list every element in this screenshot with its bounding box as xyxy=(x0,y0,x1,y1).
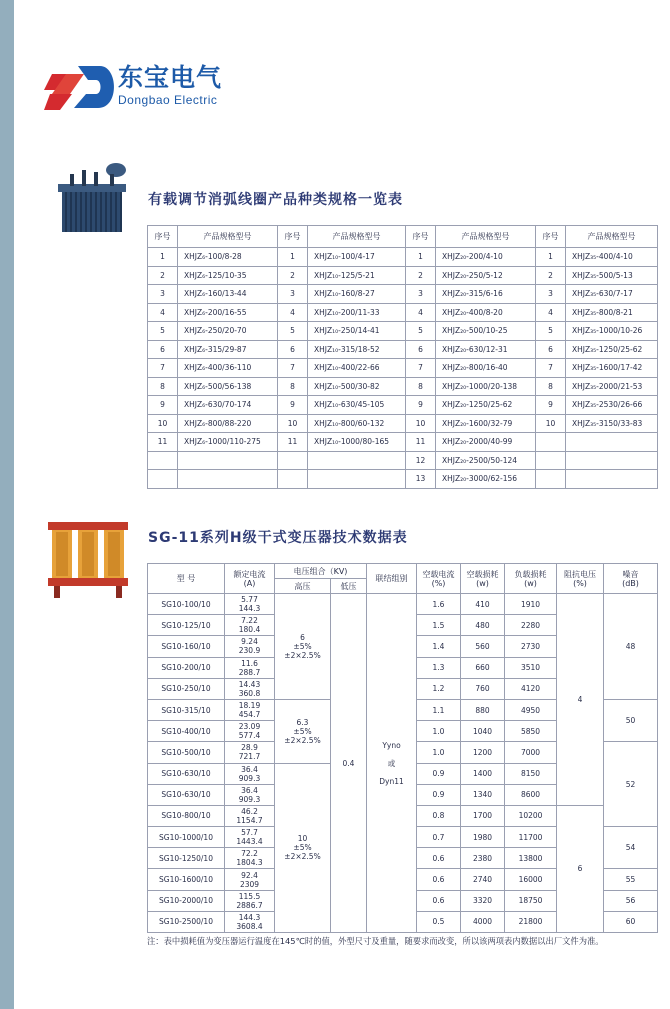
model-cell: XHJZ₆-250/20-70 xyxy=(178,322,278,341)
col-voltage-combo: 电压组合（KV) xyxy=(275,564,367,579)
load-loss-cell: 13800 xyxy=(505,848,557,869)
load-loss-cell: 5850 xyxy=(505,721,557,742)
technical-data-table xyxy=(147,563,658,933)
model-cell: XHJZ₁₀-630/45-105 xyxy=(308,396,406,415)
model-cell: XHJZ₂₀-1000/20-138 xyxy=(436,377,536,396)
header-model: 产品规格型号 xyxy=(178,226,278,248)
load-loss-cell: 7000 xyxy=(505,742,557,763)
model-cell: SG10-630/10 xyxy=(148,784,225,805)
load-loss-cell: 11700 xyxy=(505,827,557,848)
no-load-loss-cell: 1200 xyxy=(461,742,505,763)
row-index: 2 xyxy=(278,266,308,285)
no-load-current-cell: 0.5 xyxy=(417,911,461,932)
brand-name-cn: 东宝电气 xyxy=(118,63,223,92)
no-load-current-cell: 1.2 xyxy=(417,678,461,699)
no-load-loss-cell: 3320 xyxy=(461,890,505,911)
brand-name-en: Dongbao Electric xyxy=(118,93,218,107)
no-load-loss-cell: 2740 xyxy=(461,869,505,890)
model-cell: XHJZ₃₅-1000/10-26 xyxy=(566,322,658,341)
model-cell: XHJZ₃₅-500/5-13 xyxy=(566,266,658,285)
model-cell: SG10-1250/10 xyxy=(148,848,225,869)
model-cell: XHJZ₂₀-315/6-16 xyxy=(436,285,536,304)
row-index: 7 xyxy=(278,359,308,378)
model-cell: XHJZ₆-315/29-87 xyxy=(178,340,278,359)
no-load-loss-cell: 760 xyxy=(461,678,505,699)
spec-table xyxy=(147,225,658,489)
rated-current-cell: 92.4 2309 xyxy=(225,869,275,890)
model-cell: XHJZ₁₀-200/11-33 xyxy=(308,303,406,322)
row-index: 11 xyxy=(148,433,178,452)
row-index: 10 xyxy=(148,414,178,433)
row-index xyxy=(536,451,566,470)
no-load-current-cell: 0.6 xyxy=(417,848,461,869)
col-no-load-loss: 空载损耗 (w) xyxy=(461,564,505,594)
model-cell: XHJZ₆-500/56-138 xyxy=(178,377,278,396)
model-cell: XHJZ₃₅-2000/21-53 xyxy=(566,377,658,396)
header-index: 序号 xyxy=(536,226,566,248)
rated-current-cell: 57.7 1443.4 xyxy=(225,827,275,848)
no-load-current-cell: 1.1 xyxy=(417,699,461,720)
col-rated-current: 额定电流 (A) xyxy=(225,564,275,594)
model-cell: XHJZ₃₅-1250/25-62 xyxy=(566,340,658,359)
no-load-current-cell: 1.4 xyxy=(417,636,461,657)
row-index: 9 xyxy=(536,396,566,415)
model-cell xyxy=(566,451,658,470)
row-index: 13 xyxy=(406,470,436,489)
row-index: 3 xyxy=(148,285,178,304)
row-index: 4 xyxy=(536,303,566,322)
row-index: 2 xyxy=(406,266,436,285)
table-row xyxy=(148,594,658,615)
no-load-current-cell: 1.6 xyxy=(417,594,461,615)
table-row xyxy=(148,248,658,267)
header-index: 序号 xyxy=(148,226,178,248)
no-load-loss-cell: 660 xyxy=(461,657,505,678)
rated-current-cell: 7.22 180.4 xyxy=(225,615,275,636)
table-row xyxy=(148,470,658,489)
load-loss-cell: 10200 xyxy=(505,805,557,826)
rated-current-cell: 9.24 230.9 xyxy=(225,636,275,657)
row-index: 8 xyxy=(278,377,308,396)
row-index: 4 xyxy=(148,303,178,322)
model-cell: XHJZ₆-160/13-44 xyxy=(178,285,278,304)
model-cell xyxy=(178,470,278,489)
no-load-current-cell: 0.8 xyxy=(417,805,461,826)
row-index: 4 xyxy=(406,303,436,322)
no-load-loss-cell: 480 xyxy=(461,615,505,636)
rated-current-cell: 23.09 577.4 xyxy=(225,721,275,742)
impedance-cell: 6 xyxy=(557,805,604,932)
model-cell: XHJZ₂₀-400/8-20 xyxy=(436,303,536,322)
rated-current-cell: 14.43 360.8 xyxy=(225,678,275,699)
row-index: 10 xyxy=(536,414,566,433)
row-index: 9 xyxy=(278,396,308,415)
noise-cell: 52 xyxy=(604,742,658,827)
row-index: 2 xyxy=(536,266,566,285)
model-cell: XHJZ₆-100/8-28 xyxy=(178,248,278,267)
model-cell: XHJZ₃₅-400/4-10 xyxy=(566,248,658,267)
model-cell: XHJZ₁₀-250/14-41 xyxy=(308,322,406,341)
no-load-loss-cell: 880 xyxy=(461,699,505,720)
model-cell: XHJZ₂₀-3000/62-156 xyxy=(436,470,536,489)
model-cell xyxy=(308,451,406,470)
model-cell: XHJZ₃₅-2530/26-66 xyxy=(566,396,658,415)
model-cell xyxy=(566,470,658,489)
header-model: 产品规格型号 xyxy=(308,226,406,248)
model-cell: XHJZ₃₅-630/7-17 xyxy=(566,285,658,304)
row-index: 7 xyxy=(148,359,178,378)
rated-current-cell: 28.9 721.7 xyxy=(225,742,275,763)
model-cell: XHJZ₁₀-1000/80-165 xyxy=(308,433,406,452)
load-loss-cell: 8600 xyxy=(505,784,557,805)
row-index: 1 xyxy=(406,248,436,267)
lv-cell: 0.4 xyxy=(331,594,367,933)
model-cell: XHJZ₆-200/16-55 xyxy=(178,303,278,322)
noise-cell: 55 xyxy=(604,869,658,890)
model-cell: SG10-1000/10 xyxy=(148,827,225,848)
table-row xyxy=(148,433,658,452)
table-row xyxy=(148,285,658,304)
no-load-loss-cell: 560 xyxy=(461,636,505,657)
row-index: 7 xyxy=(536,359,566,378)
col-no-load-current: 空载电流 (%) xyxy=(417,564,461,594)
model-cell: XHJZ₂₀-2500/50-124 xyxy=(436,451,536,470)
row-index: 1 xyxy=(278,248,308,267)
model-cell: XHJZ₃₅-800/8-21 xyxy=(566,303,658,322)
row-index: 3 xyxy=(278,285,308,304)
table-row xyxy=(148,414,658,433)
model-cell: XHJZ₂₀-500/10-25 xyxy=(436,322,536,341)
model-cell: SG10-315/10 xyxy=(148,699,225,720)
row-index: 11 xyxy=(278,433,308,452)
model-cell: XHJZ₂₀-630/12-31 xyxy=(436,340,536,359)
model-cell: SG10-200/10 xyxy=(148,657,225,678)
model-cell: XHJZ₁₀-125/5-21 xyxy=(308,266,406,285)
no-load-current-cell: 1.3 xyxy=(417,657,461,678)
hv-cell: 6.3 ±5% ±2×2.5% xyxy=(275,699,331,763)
row-index xyxy=(536,433,566,452)
table-row xyxy=(148,451,658,470)
row-index: 8 xyxy=(536,377,566,396)
row-index: 9 xyxy=(406,396,436,415)
noise-cell: 50 xyxy=(604,699,658,741)
model-cell: SG10-800/10 xyxy=(148,805,225,826)
row-index: 12 xyxy=(406,451,436,470)
model-cell: XHJZ₆-1000/110-275 xyxy=(178,433,278,452)
load-loss-cell: 2730 xyxy=(505,636,557,657)
row-index: 5 xyxy=(148,322,178,341)
no-load-loss-cell: 1700 xyxy=(461,805,505,826)
rated-current-cell: 144.3 3608.4 xyxy=(225,911,275,932)
rated-current-cell: 72.2 1804.3 xyxy=(225,848,275,869)
no-load-loss-cell: 1980 xyxy=(461,827,505,848)
no-load-loss-cell: 4000 xyxy=(461,911,505,932)
model-cell: SG10-160/10 xyxy=(148,636,225,657)
model-cell xyxy=(566,433,658,452)
rated-current-cell: 5.77 144.3 xyxy=(225,594,275,615)
model-cell: SG10-500/10 xyxy=(148,742,225,763)
row-index: 9 xyxy=(148,396,178,415)
load-loss-cell: 1910 xyxy=(505,594,557,615)
load-loss-cell: 16000 xyxy=(505,869,557,890)
col-model: 型 号 xyxy=(148,564,225,594)
row-index: 3 xyxy=(536,285,566,304)
col-impedance: 阻抗电压 (%) xyxy=(557,564,604,594)
header-model: 产品规格型号 xyxy=(436,226,536,248)
no-load-current-cell: 1.0 xyxy=(417,721,461,742)
model-cell: SG10-2500/10 xyxy=(148,911,225,932)
col-connection: 联结组别 xyxy=(367,564,417,594)
row-index: 5 xyxy=(536,322,566,341)
model-cell: XHJZ₆-125/10-35 xyxy=(178,266,278,285)
model-cell: SG10-400/10 xyxy=(148,721,225,742)
load-loss-cell: 18750 xyxy=(505,890,557,911)
model-cell xyxy=(178,451,278,470)
no-load-current-cell: 0.9 xyxy=(417,784,461,805)
row-index: 8 xyxy=(406,377,436,396)
load-loss-cell: 8150 xyxy=(505,763,557,784)
row-index: 2 xyxy=(148,266,178,285)
model-cell: SG10-100/10 xyxy=(148,594,225,615)
model-cell: SG10-2000/10 xyxy=(148,890,225,911)
col-noise: 噪音 (dB) xyxy=(604,564,658,594)
header-index: 序号 xyxy=(278,226,308,248)
noise-cell: 54 xyxy=(604,827,658,869)
noise-cell: 48 xyxy=(604,594,658,700)
model-cell: XHJZ₂₀-1600/32-79 xyxy=(436,414,536,433)
row-index: 1 xyxy=(536,248,566,267)
model-cell: XHJZ₂₀-200/4-10 xyxy=(436,248,536,267)
header-index: 序号 xyxy=(406,226,436,248)
row-index: 3 xyxy=(406,285,436,304)
no-load-loss-cell: 1040 xyxy=(461,721,505,742)
model-cell: XHJZ₆-630/70-174 xyxy=(178,396,278,415)
table-row xyxy=(148,377,658,396)
model-cell: XHJZ₂₀-250/5-12 xyxy=(436,266,536,285)
table2-title: SG-11系列H级干式变压器技术数据表 xyxy=(148,530,408,546)
col-load-loss: 负载损耗 (w) xyxy=(505,564,557,594)
row-index: 6 xyxy=(536,340,566,359)
model-cell: XHJZ₃₅-3150/33-83 xyxy=(566,414,658,433)
model-cell: SG10-1600/10 xyxy=(148,869,225,890)
model-cell: XHJZ₁₀-500/30-82 xyxy=(308,377,406,396)
side-bar xyxy=(0,0,14,1009)
no-load-current-cell: 0.6 xyxy=(417,869,461,890)
row-index: 8 xyxy=(148,377,178,396)
model-cell: SG10-630/10 xyxy=(148,763,225,784)
table-row xyxy=(148,340,658,359)
noise-cell: 60 xyxy=(604,911,658,932)
no-load-loss-cell: 1340 xyxy=(461,784,505,805)
table1-title: 有载调节消弧线圈产品种类规格一览表 xyxy=(148,192,403,208)
connection-cell: Yyno 或 Dyn11 xyxy=(367,594,417,933)
row-index: 1 xyxy=(148,248,178,267)
row-index: 10 xyxy=(278,414,308,433)
no-load-current-cell: 1.5 xyxy=(417,615,461,636)
noise-cell: 56 xyxy=(604,890,658,911)
table-row xyxy=(148,396,658,415)
col-lv: 低压 xyxy=(331,579,367,594)
rated-current-cell: 18.19 454.7 xyxy=(225,699,275,720)
load-loss-cell: 2280 xyxy=(505,615,557,636)
rated-current-cell: 46.2 1154.7 xyxy=(225,805,275,826)
no-load-loss-cell: 410 xyxy=(461,594,505,615)
table-row xyxy=(148,359,658,378)
impedance-cell: 4 xyxy=(557,594,604,806)
header-model: 产品规格型号 xyxy=(566,226,658,248)
no-load-current-cell: 0.9 xyxy=(417,763,461,784)
model-cell: XHJZ₂₀-2000/40-99 xyxy=(436,433,536,452)
no-load-current-cell: 1.0 xyxy=(417,742,461,763)
no-load-current-cell: 0.6 xyxy=(417,890,461,911)
no-load-current-cell: 0.7 xyxy=(417,827,461,848)
row-index: 5 xyxy=(406,322,436,341)
model-cell: XHJZ₁₀-800/60-132 xyxy=(308,414,406,433)
load-loss-cell: 3510 xyxy=(505,657,557,678)
row-index: 7 xyxy=(406,359,436,378)
row-index: 11 xyxy=(406,433,436,452)
model-cell: XHJZ₁₀-100/4-17 xyxy=(308,248,406,267)
model-cell: XHJZ₁₀-315/18-52 xyxy=(308,340,406,359)
rated-current-cell: 11.6 288.7 xyxy=(225,657,275,678)
model-cell: XHJZ₆-400/36-110 xyxy=(178,359,278,378)
table-row xyxy=(148,266,658,285)
col-hv: 高压 xyxy=(275,579,331,594)
rated-current-cell: 36.4 909.3 xyxy=(225,763,275,784)
row-index: 10 xyxy=(406,414,436,433)
row-index: 6 xyxy=(278,340,308,359)
row-index xyxy=(148,470,178,489)
model-cell: SG10-125/10 xyxy=(148,615,225,636)
row-index: 5 xyxy=(278,322,308,341)
model-cell: XHJZ₃₅-1600/17-42 xyxy=(566,359,658,378)
hv-cell: 10 ±5% ±2×2.5% xyxy=(275,763,331,933)
rated-current-cell: 115.5 2886.7 xyxy=(225,890,275,911)
load-loss-cell: 4950 xyxy=(505,699,557,720)
row-index xyxy=(536,470,566,489)
row-index xyxy=(148,451,178,470)
row-index xyxy=(278,451,308,470)
model-cell: XHJZ₁₀-400/22-66 xyxy=(308,359,406,378)
model-cell: SG10-250/10 xyxy=(148,678,225,699)
model-cell: XHJZ₆-800/88-220 xyxy=(178,414,278,433)
dry-transformer-image xyxy=(40,512,135,602)
table-row xyxy=(148,303,658,322)
row-index xyxy=(278,470,308,489)
oil-transformer-image xyxy=(50,160,145,235)
row-index: 6 xyxy=(406,340,436,359)
load-loss-cell: 21800 xyxy=(505,911,557,932)
model-cell: XHJZ₂₀-1250/25-62 xyxy=(436,396,536,415)
no-load-loss-cell: 1400 xyxy=(461,763,505,784)
load-loss-cell: 4120 xyxy=(505,678,557,699)
no-load-loss-cell: 2380 xyxy=(461,848,505,869)
row-index: 6 xyxy=(148,340,178,359)
row-index: 4 xyxy=(278,303,308,322)
table-row xyxy=(148,322,658,341)
model-cell: XHJZ₂₀-800/16-40 xyxy=(436,359,536,378)
model-cell: XHJZ₁₀-160/8-27 xyxy=(308,285,406,304)
model-cell xyxy=(308,470,406,489)
rated-current-cell: 36.4 909.3 xyxy=(225,784,275,805)
footnote: 注：表中损耗值为变压器运行温度在145℃时的值，外型尺寸及重量，随要求而改变，所以该两项表内数据以出厂文件为准。 xyxy=(147,936,604,946)
hv-cell: 6 ±5% ±2×2.5% xyxy=(275,594,331,700)
